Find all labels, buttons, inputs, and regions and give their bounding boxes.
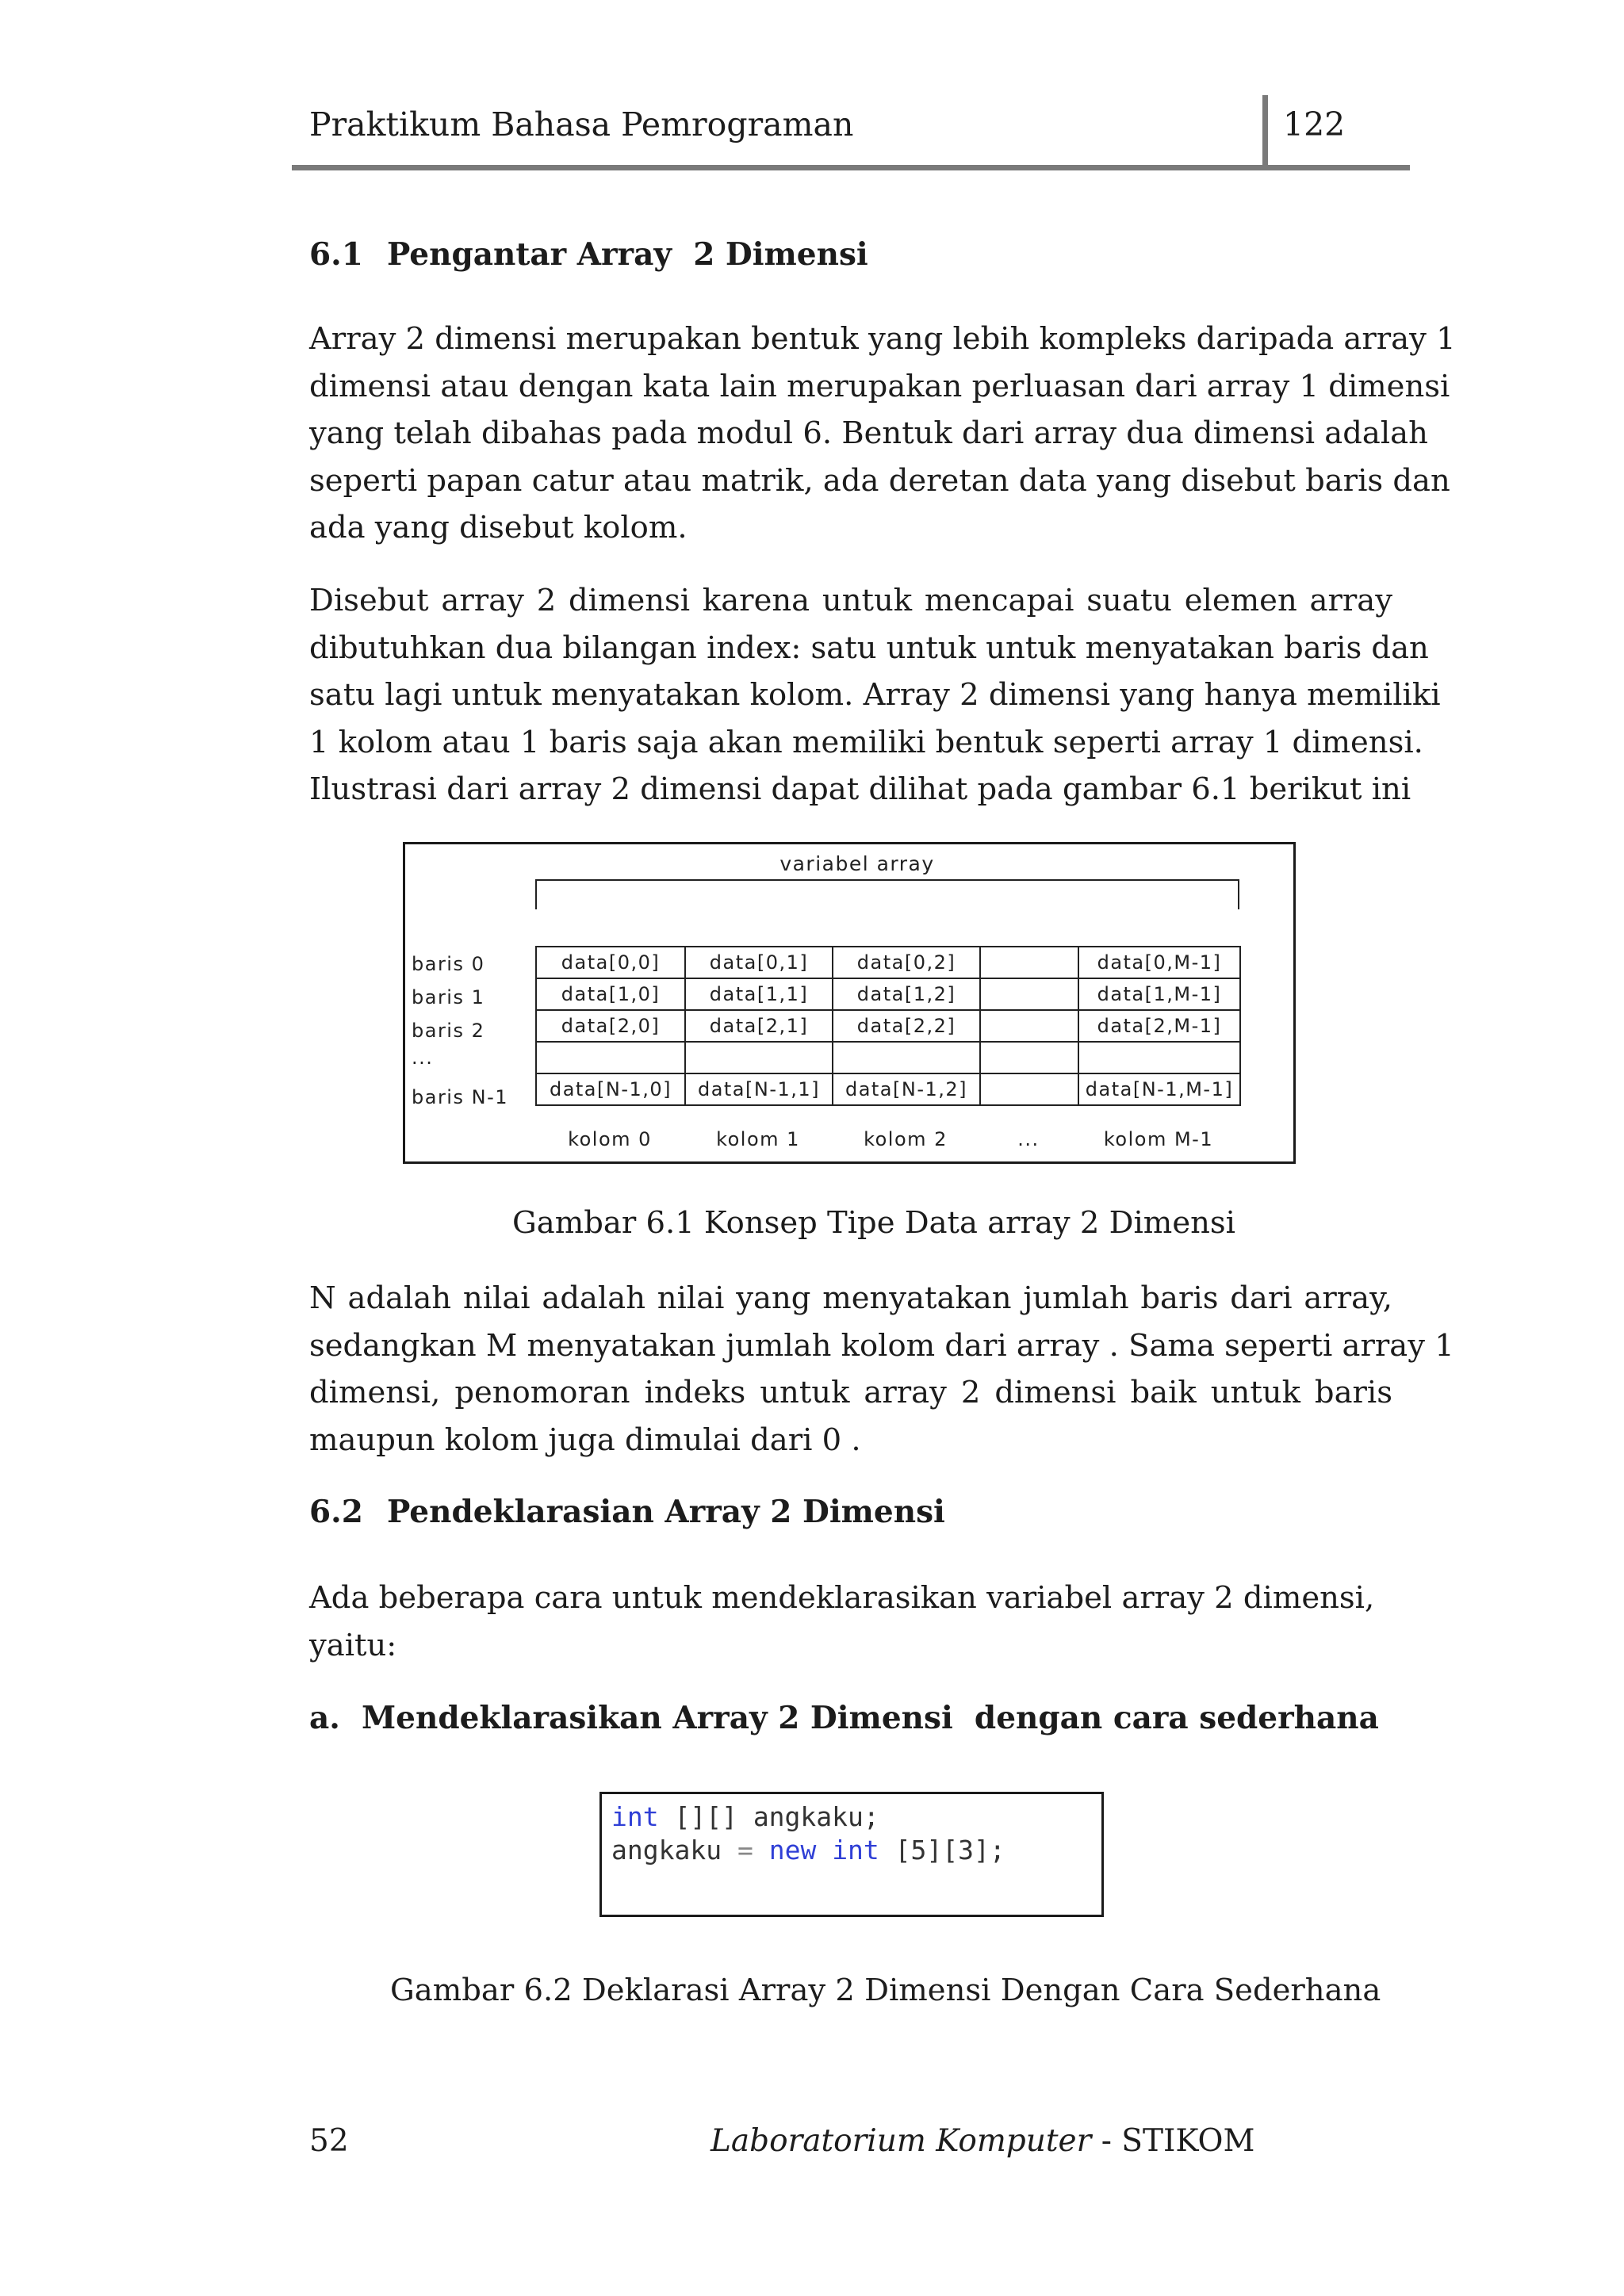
figure-1-caption: Gambar 6.1 Konsep Tipe Data array 2 Dimensi: [512, 1205, 1235, 1241]
footer-lab-italic: Laboratorium Komputer: [710, 2123, 1092, 2159]
grid-cell: data[2,1]: [685, 1010, 833, 1042]
grid-cell: data[1,M-1]: [1078, 978, 1240, 1010]
column-label: kolom 2: [864, 1128, 948, 1150]
array-grid: [535, 946, 1241, 1106]
code-keyword: int: [611, 1801, 659, 1832]
grid-cell: [833, 1042, 980, 1073]
grid-cell: data[0,2]: [833, 947, 980, 978]
grid-cell: [980, 947, 1078, 978]
paragraph-line: yaitu:: [309, 1627, 397, 1663]
grid-cell: [1078, 1042, 1240, 1073]
section-title: Pengantar Array 2 Dimensi: [387, 236, 868, 273]
paragraph-line: Disebut array 2 dimensi karena untuk mencapai suatu elemen array: [309, 583, 1392, 618]
grid-cell: data[1,2]: [833, 978, 980, 1010]
code-text: [753, 1835, 769, 1866]
header-divider: [1262, 95, 1268, 168]
bracket-line: [535, 879, 1239, 881]
section-2-intro: [309, 1575, 1392, 1669]
grid-cell: data[2,M-1]: [1078, 1010, 1240, 1042]
grid-cell: data[N-1,1]: [685, 1073, 833, 1105]
grid-row: [536, 1073, 1240, 1105]
paragraph-line: Array 2 dimensi merupakan bentuk yang lebih kompleks daripada array 1: [309, 321, 1456, 357]
subsection-a-heading: a. Mendeklarasikan Array 2 Dimensi dengan cara sederhana: [309, 1700, 1379, 1736]
footer-lab-name: [710, 2122, 1254, 2161]
header-rule: [292, 165, 1410, 170]
grid-row: [536, 1042, 1240, 1073]
paragraph-1: [309, 316, 1456, 552]
paragraph-line: dimensi atau dengan kata lain merupakan perluasan dari array 1 dimensi: [309, 368, 1450, 404]
grid-row: [536, 1010, 1240, 1042]
code-text: [5][3];: [879, 1835, 1005, 1866]
grid-cell: data[0,M-1]: [1078, 947, 1240, 978]
grid-cell: data[0,1]: [685, 947, 833, 978]
code-snippet-box: [599, 1792, 1104, 1917]
row-label: ...: [412, 1047, 434, 1069]
paragraph-line: dibutuhkan dua bilangan index: satu untuk untuk menyatakan baris dan: [309, 629, 1429, 666]
section-number: 6.1: [309, 236, 363, 273]
footer-page-number: 52: [309, 2123, 349, 2159]
section-6-2-heading: [309, 1492, 945, 1532]
figure-2-caption: Gambar 6.2 Deklarasi Array 2 Dimensi Dengan Cara Sederhana: [390, 1973, 1381, 2008]
paragraph-line: yang telah dibahas pada modul 6. Bentuk dari array dua dimensi adalah: [309, 415, 1428, 451]
grid-cell: data[2,2]: [833, 1010, 980, 1042]
column-label: kolom 0: [568, 1128, 652, 1150]
section-6-1-heading: [309, 235, 868, 274]
paragraph-line: ada yang disebut kolom.: [309, 510, 688, 545]
grid-cell: data[2,0]: [536, 1010, 685, 1042]
section-title: Pendeklarasian Array 2 Dimensi: [387, 1494, 945, 1530]
footer-lab-rest: - STIKOM: [1091, 2123, 1255, 2159]
paragraph-line: dimensi, penomoran indeks untuk array 2 dimensi baik untuk baris: [309, 1375, 1392, 1410]
code-keyword: new: [768, 1835, 817, 1866]
paragraph-line: sedangkan M menyatakan jumlah kolom dari array . Sama seperti array 1: [309, 1327, 1454, 1364]
row-label: baris 0: [412, 953, 485, 975]
code-text: angkaku: [611, 1835, 737, 1866]
paragraph-line: seperti papan catur atau matrik, ada deretan data yang disebut baris dan: [309, 462, 1450, 499]
row-label: baris 2: [412, 1020, 485, 1042]
running-header-title: Praktikum Bahasa Pemrograman: [309, 105, 854, 144]
grid-cell: [980, 1073, 1078, 1105]
grid-row: [536, 978, 1240, 1010]
grid-cell: data[N-1,0]: [536, 1073, 685, 1105]
paragraph-line: N adalah nilai adalah nilai yang menyatakan jumlah baris dari array,: [309, 1280, 1392, 1316]
grid-cell: data[1,1]: [685, 978, 833, 1010]
column-label: kolom 1: [716, 1128, 800, 1150]
grid-cell: [685, 1042, 833, 1073]
code-keyword: int: [832, 1835, 879, 1866]
column-label: ...: [1017, 1128, 1040, 1150]
row-label: baris 1: [412, 986, 485, 1008]
code-line: [611, 1800, 1092, 1834]
paragraph-3: [309, 1275, 1454, 1464]
grid-cell: [980, 1042, 1078, 1073]
paragraph-line: Ada beberapa cara untuk mendeklarasikan variabel array 2 dimensi,: [309, 1580, 1375, 1616]
grid-cell: data[N-1,2]: [833, 1073, 980, 1105]
variable-array-label: variabel array: [779, 852, 935, 875]
figure-2d-array-diagram: [403, 842, 1296, 1164]
code-text: [][] angkaku;: [658, 1801, 879, 1832]
row-label: baris N-1: [412, 1086, 508, 1108]
grid-cell: [980, 978, 1078, 1010]
grid-cell: data[0,0]: [536, 947, 685, 978]
code-operator: =: [737, 1835, 753, 1866]
section-number: 6.2: [309, 1494, 363, 1530]
paragraph-line: maupun kolom juga dimulai dari 0 .: [309, 1422, 861, 1458]
grid-cell: data[1,0]: [536, 978, 685, 1010]
column-label: kolom M-1: [1103, 1128, 1214, 1150]
grid-cell: [980, 1010, 1078, 1042]
paragraph-line: 1 kolom atau 1 baris saja akan memiliki bentuk seperti array 1 dimensi.: [309, 724, 1423, 760]
paragraph-line: Ilustrasi dari array 2 dimensi dapat dilihat pada gambar 6.1 berikut ini: [309, 771, 1411, 807]
bracket-right-tick: [1238, 879, 1239, 909]
code-text: [816, 1835, 832, 1866]
bracket-left-tick: [535, 879, 537, 909]
paragraph-line: satu lagi untuk menyatakan kolom. Array 2 dimensi yang hanya memiliki: [309, 677, 1441, 713]
grid-cell: [536, 1042, 685, 1073]
running-header-page: 122: [1283, 105, 1346, 144]
grid-cell: data[N-1,M-1]: [1078, 1073, 1240, 1105]
paragraph-2: [309, 577, 1441, 813]
grid-row: [536, 947, 1240, 978]
code-line: [611, 1834, 1092, 1867]
